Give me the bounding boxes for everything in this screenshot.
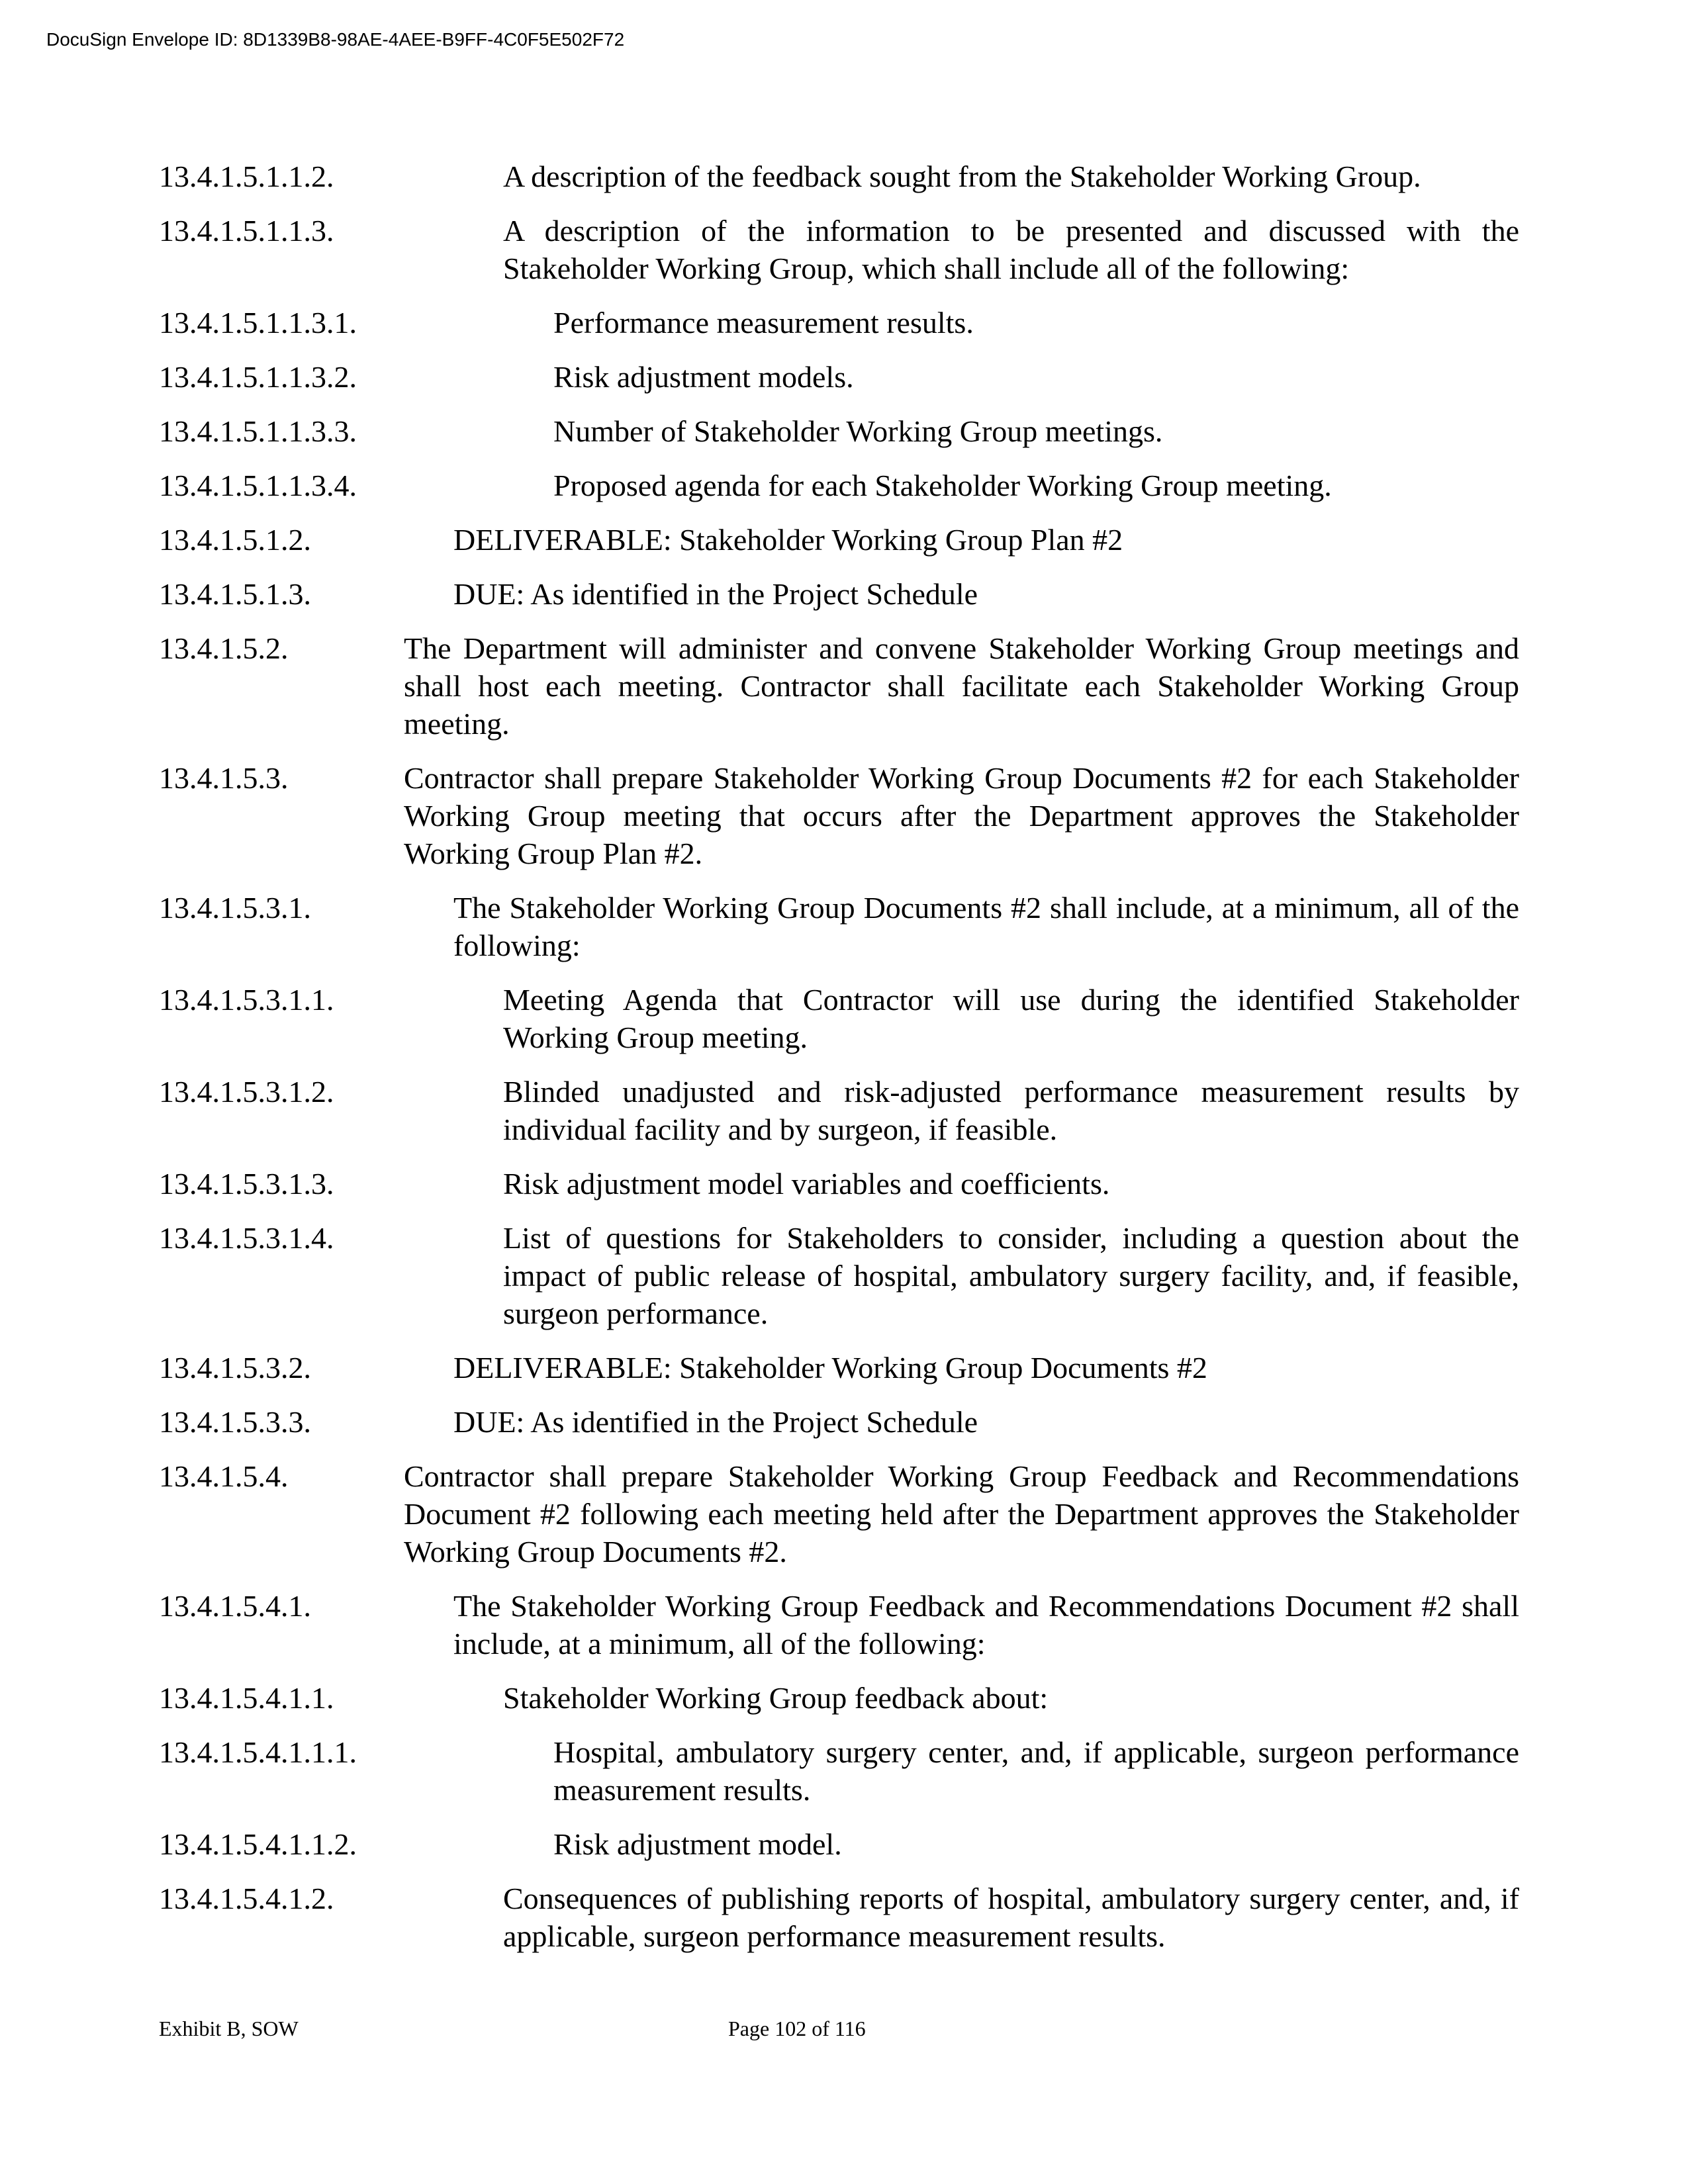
section-text: Meeting Agenda that Contractor will use during the identified Stakeholder Working Group meeting. <box>503 983 1519 1054</box>
list-item <box>159 521 1519 559</box>
section-number: 13.4.1.5.1.1.3.3. <box>159 414 357 448</box>
footer-page-number: Page 102 of 116 <box>728 2017 866 2040</box>
section-text: Contractor shall prepare Stakeholder Working Group Documents #2 for each Stakeholder Working Group meeting that occurs after the Department approves the Stakeholder Working Group Plan #2. <box>404 761 1519 870</box>
section-text: Blinded unadjusted and risk-adjusted performance measurement results by individual facility and by surgeon, if feasible. <box>503 1075 1519 1146</box>
list-item <box>159 467 1519 504</box>
list-item <box>159 981 1519 1056</box>
section-number: 13.4.1.5.1.1.3.1. <box>159 306 357 340</box>
section-text: Number of Stakeholder Working Group meetings. <box>553 414 1163 448</box>
list-item <box>159 1165 1519 1203</box>
list-item <box>159 1679 1519 1717</box>
section-number: 13.4.1.5.3.2. <box>159 1351 311 1385</box>
list-item <box>159 1587 1519 1662</box>
list-item <box>159 1349 1519 1387</box>
section-number: 13.4.1.5.3.3. <box>159 1405 311 1439</box>
section-text: Risk adjustment model variables and coefficients. <box>503 1167 1110 1201</box>
deliverable-text: DELIVERABLE: Stakeholder Working Group Plan #2 <box>453 523 1123 557</box>
section-text: Performance measurement results. <box>553 306 974 340</box>
section-number: 13.4.1.5.3.1.4. <box>159 1221 334 1255</box>
section-number: 13.4.1.5.1.1.3. <box>159 214 334 248</box>
section-number: 13.4.1.5.3.1.3. <box>159 1167 334 1201</box>
footer-exhibit-label: Exhibit B, SOW <box>159 2017 299 2040</box>
section-number: 13.4.1.5.4.1.1.1. <box>159 1735 357 1769</box>
due-text: DUE: As identified in the Project Schedule <box>453 1405 978 1439</box>
section-text: Stakeholder Working Group feedback about: <box>503 1681 1049 1715</box>
list-item <box>159 358 1519 396</box>
section-number: 13.4.1.5.3.1.2. <box>159 1075 334 1109</box>
section-text: Consequences of publishing reports of hospital, ambulatory surgery center, and, if applicable, surgeon performance measurement results. <box>503 1882 1519 1953</box>
list-item <box>159 1825 1519 1863</box>
list-item <box>159 1219 1519 1332</box>
list-item <box>159 759 1519 872</box>
section-text: Risk adjustment model. <box>553 1827 842 1861</box>
list-item <box>159 1403 1519 1441</box>
section-text: Proposed agenda for each Stakeholder Working Group meeting. <box>553 469 1332 502</box>
list-item <box>159 304 1519 341</box>
section-text: The Stakeholder Working Group Documents #2 shall include, at a minimum, all of the following: <box>453 891 1519 962</box>
section-text: Hospital, ambulatory surgery center, and, if applicable, surgeon performance measurement results. <box>553 1735 1519 1807</box>
section-number: 13.4.1.5.1.1.3.4. <box>159 469 357 502</box>
due-text: DUE: As identified in the Project Schedule <box>453 577 978 611</box>
section-number: 13.4.1.5.4.1.2. <box>159 1882 334 1915</box>
section-number: 13.4.1.5.4.1.1. <box>159 1681 334 1715</box>
list-item <box>159 1880 1519 1955</box>
list-item <box>159 889 1519 964</box>
list-item <box>159 412 1519 450</box>
section-number: 13.4.1.5.2. <box>159 631 289 665</box>
document-body <box>159 158 1519 1972</box>
list-item <box>159 575 1519 613</box>
section-text: The Stakeholder Working Group Feedback and Recommendations Document #2 shall include, at a minimum, all of the following: <box>453 1589 1519 1661</box>
section-text: The Department will administer and convene Stakeholder Working Group meetings and shall host each meeting. Contractor shall facilitate each Stakeholder Working Group meeting. <box>404 631 1519 741</box>
section-text: List of questions for Stakeholders to consider, including a question about the impact of public release of hospital, ambulatory surgery facility, and, if feasible, surgeon performance. <box>503 1221 1519 1330</box>
section-number: 13.4.1.5.1.3. <box>159 577 311 611</box>
list-item <box>159 1073 1519 1148</box>
list-item <box>159 1457 1519 1570</box>
section-text: Contractor shall prepare Stakeholder Working Group Feedback and Recommendations Document #2 following each meeting held after the Department approves the Stakeholder Working Group Documents #2. <box>404 1459 1519 1569</box>
section-number: 13.4.1.5.1.1.2. <box>159 159 334 193</box>
list-item <box>159 1733 1519 1809</box>
section-number: 13.4.1.5.4.1.1.2. <box>159 1827 357 1861</box>
list-item <box>159 158 1519 195</box>
section-number: 13.4.1.5.4.1. <box>159 1589 311 1623</box>
section-text: Risk adjustment models. <box>553 360 854 394</box>
section-number: 13.4.1.5.3.1. <box>159 891 311 925</box>
list-item <box>159 212 1519 287</box>
section-number: 13.4.1.5.1.2. <box>159 523 311 557</box>
docusign-envelope-id: DocuSign Envelope ID: 8D1339B8-98AE-4AEE-B9FF-4C0F5E502F72 <box>46 29 625 50</box>
list-item <box>159 629 1519 743</box>
section-number: 13.4.1.5.3. <box>159 761 289 795</box>
section-number: 13.4.1.5.4. <box>159 1459 289 1493</box>
deliverable-text: DELIVERABLE: Stakeholder Working Group Documents #2 <box>453 1351 1207 1385</box>
section-text: A description of the feedback sought from the Stakeholder Working Group. <box>503 159 1421 193</box>
section-number: 13.4.1.5.3.1.1. <box>159 983 334 1017</box>
section-text: A description of the information to be presented and discussed with the Stakeholder Working Group, which shall include all of the following: <box>503 214 1519 285</box>
section-number: 13.4.1.5.1.1.3.2. <box>159 360 357 394</box>
